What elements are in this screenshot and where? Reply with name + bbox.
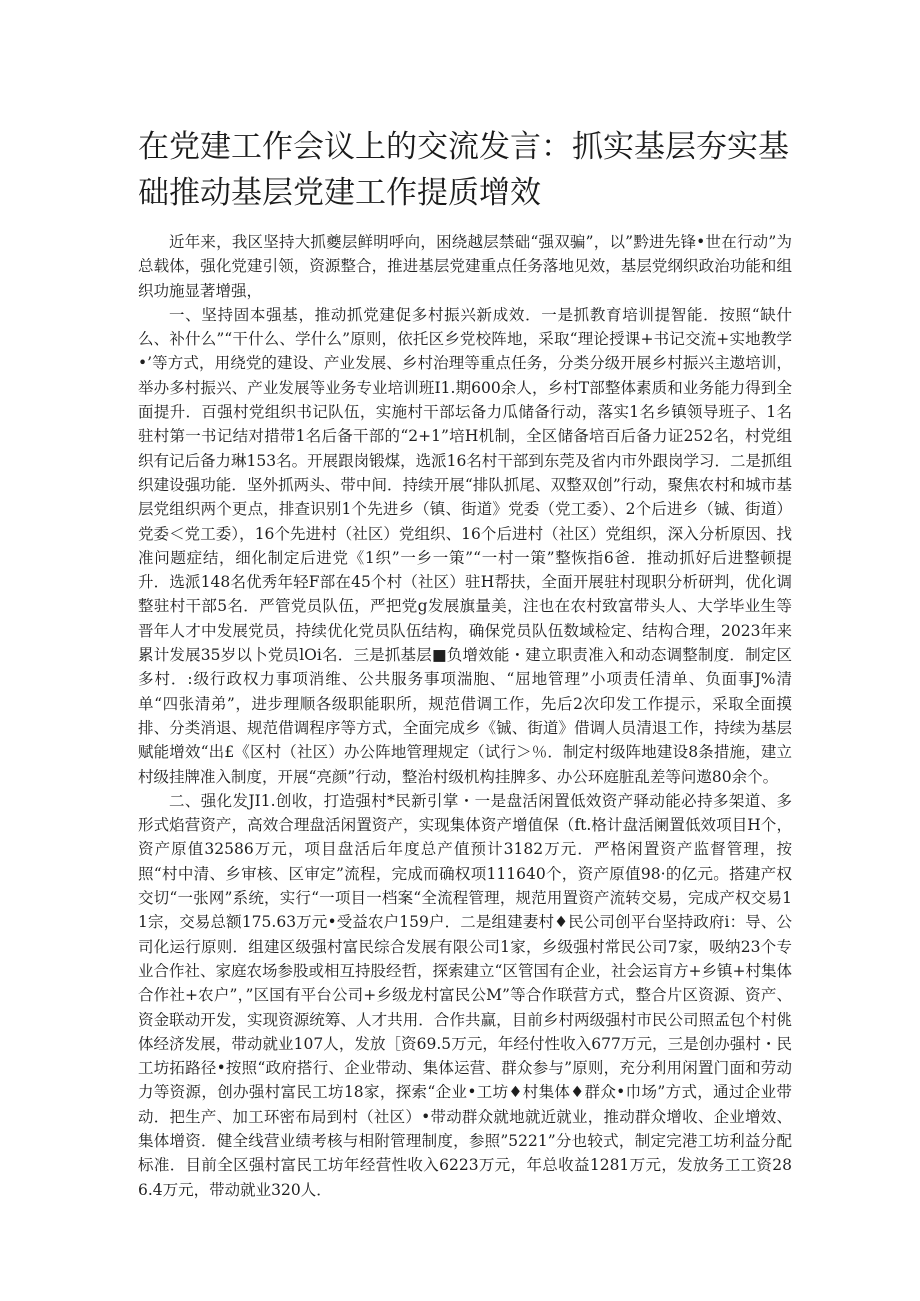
paragraph-section-one: 一、坚持固本强基，推动抓党建促多村振兴新成效．一是抓教育培训提智能．按照“缺什么、补什么”“干什么、学什么”原则，依托区乡党校阵地，采取“理论授课+书记交流+实地教学•’等方式，用绕党的建设、产业发展、乡村治理等重点任务，分类分级开展乡村振兴主遨培训，举办多村振兴、产业发展等业务专业培训班I1.期600余人，乡村T部整体素质和业务能力得到全面提升．百强村党组织书记队伍，实施村干部坛备力瓜储备行动，落实1名乡镇领导班子、1名驻村第一书记结对措带1名后备干部的“2+1”培H机制，全区储备培百后备力证252名，村党组织有记后备力琳153名。开展跟岗锻煤，选派16名村干部到东莞及省内市外跟岗学习．二是抓组织建设强功能．坚外抓两头、带中间．持续开展“排队抓尾、双整双创”行动，聚焦农村和城市基层党组织两个更点，排查识别1个先进乡（镇、街道》党委（党工委）、2个后进乡（铖、街道）党委＜党工委），16个先进村（社区）党组织、16个后进村（社区）党组织，深入分析原因、找准问题症结，细化制定后进党《1织”一乡一策”“一村一策”整恢指6爸．推动抓好后进整顿提升．选派148名优秀年轻F部在45个村（社区）驻H帮扶，全面开展驻村现职分析研判，优化调整驻村干部5名．严管党员队伍，严把党g发展旗量美，注也在农村致富带头人、大学毕业生等晋年人才中发展党员，持续优化党员队伍结构，确保党员队伍数域检定、结构合理，2023年来累计发展35岁以卜党员lOi名．三是抓基层■负增效能・建立职责准入和动态调整制度．制定区多村．:级行政权力事项消维、公共服务事项湍胞、“屈地管理”小项责任清单、负面事J%清单“四张清弟”，进步理顺各级职能职所，规范借调工作，先后2次印发工作提示，采取全面摸排、分类消退、规范借调程序等方式，全面完成乡《铖、街道》借调人员清退工作，持续为基层赋能增效“出£《区村（社区）办公阵地管理规定（试行＞％．制定村级阵地建设8条措施，建立村级挂牌准入制度，开展“亮颜”行动，整治村级机构挂脾多、办公环庭脏乱差等问遨80余个。 bbox=[138, 305, 792, 786]
document-body bbox=[138, 230, 792, 1202]
paragraph-section-two: 二、强化发JI1.创收，打造强村*民新引掌・一是盘活闲置低效资产驿动能必持多架道、多形式焰营资产，高效合理盘活闲置资产，实现集体资产增值保（ft.格计盘活阑置低效项目H个，资产原值32586万元，项目盘活后年度总产值预计3182万元．严格闲置资产监督管理，按照“村中清、乡审核、区审定”流程，完成而确权项111640个，资产原值98·的亿元。搭建产权交切“一张网”系统，实行“一项目一档案“全流程管理，规范用置资产流转交易，完成产权交易11宗，交易总额175.63万元•受益农户159户．二是组建妻村♦民公司创平台坚持政府i：导、公司化运行原则．组建区级强村富民综合发展有限公司1家，乡级强村常民公司7家，吸纳23个专业合作社、家庭农场参股或相互持股经哲，探索建立“区管国有企业，社会运肓方+乡镇+村集体合作社+农户”，”区国有平台公司+乡级龙村富民公M”等合作联营方式，整合片区资源、资产、资金联动开发，实现资源统筹、人才共用．合作共赢，目前乡村两级强村市民公司照孟包个村佻体经济发展，带动就业107人，发放［资69.5万元，年经付性收入677万元，三是创办强村・民工坊拓路径•按照“政府搭行、企业带动、集体运营、群众参与”原则，充分利用闲置门面和劳动力等资源，创办强村富民工坊18家，探索“企业•工坊♦村集体♦群众•巾场”方式，通过企业带动．把生产、加工环密布局到村（社区）•带动群众就地就近就业，推动群众增收、企业增效、集体增资．健全线营业绩考核与相附管理制度，参照”5221”分也较式，制定完港工坊利益分配标准．目前全区强村富民工坊年经营性收入6223万元，年总收益1281万元，发放务工工资286.4万元，带动就业320人． bbox=[138, 791, 792, 1199]
document-title: 在党建工作会议上的交流发言：抓实基层夯实基础推动基层党建工作提质增效 bbox=[138, 129, 789, 211]
paragraph-intro: 近年来，我区坚持大抓夔层鲜明呼向，困绕越层禁础“强双骗”，以”黔进先锋•世在行动”为总载体，强化党建引领，资源整合，推进基层党建重点任务落地见效，基层党纲织政治功能和组织功施显著增强， bbox=[138, 233, 792, 300]
